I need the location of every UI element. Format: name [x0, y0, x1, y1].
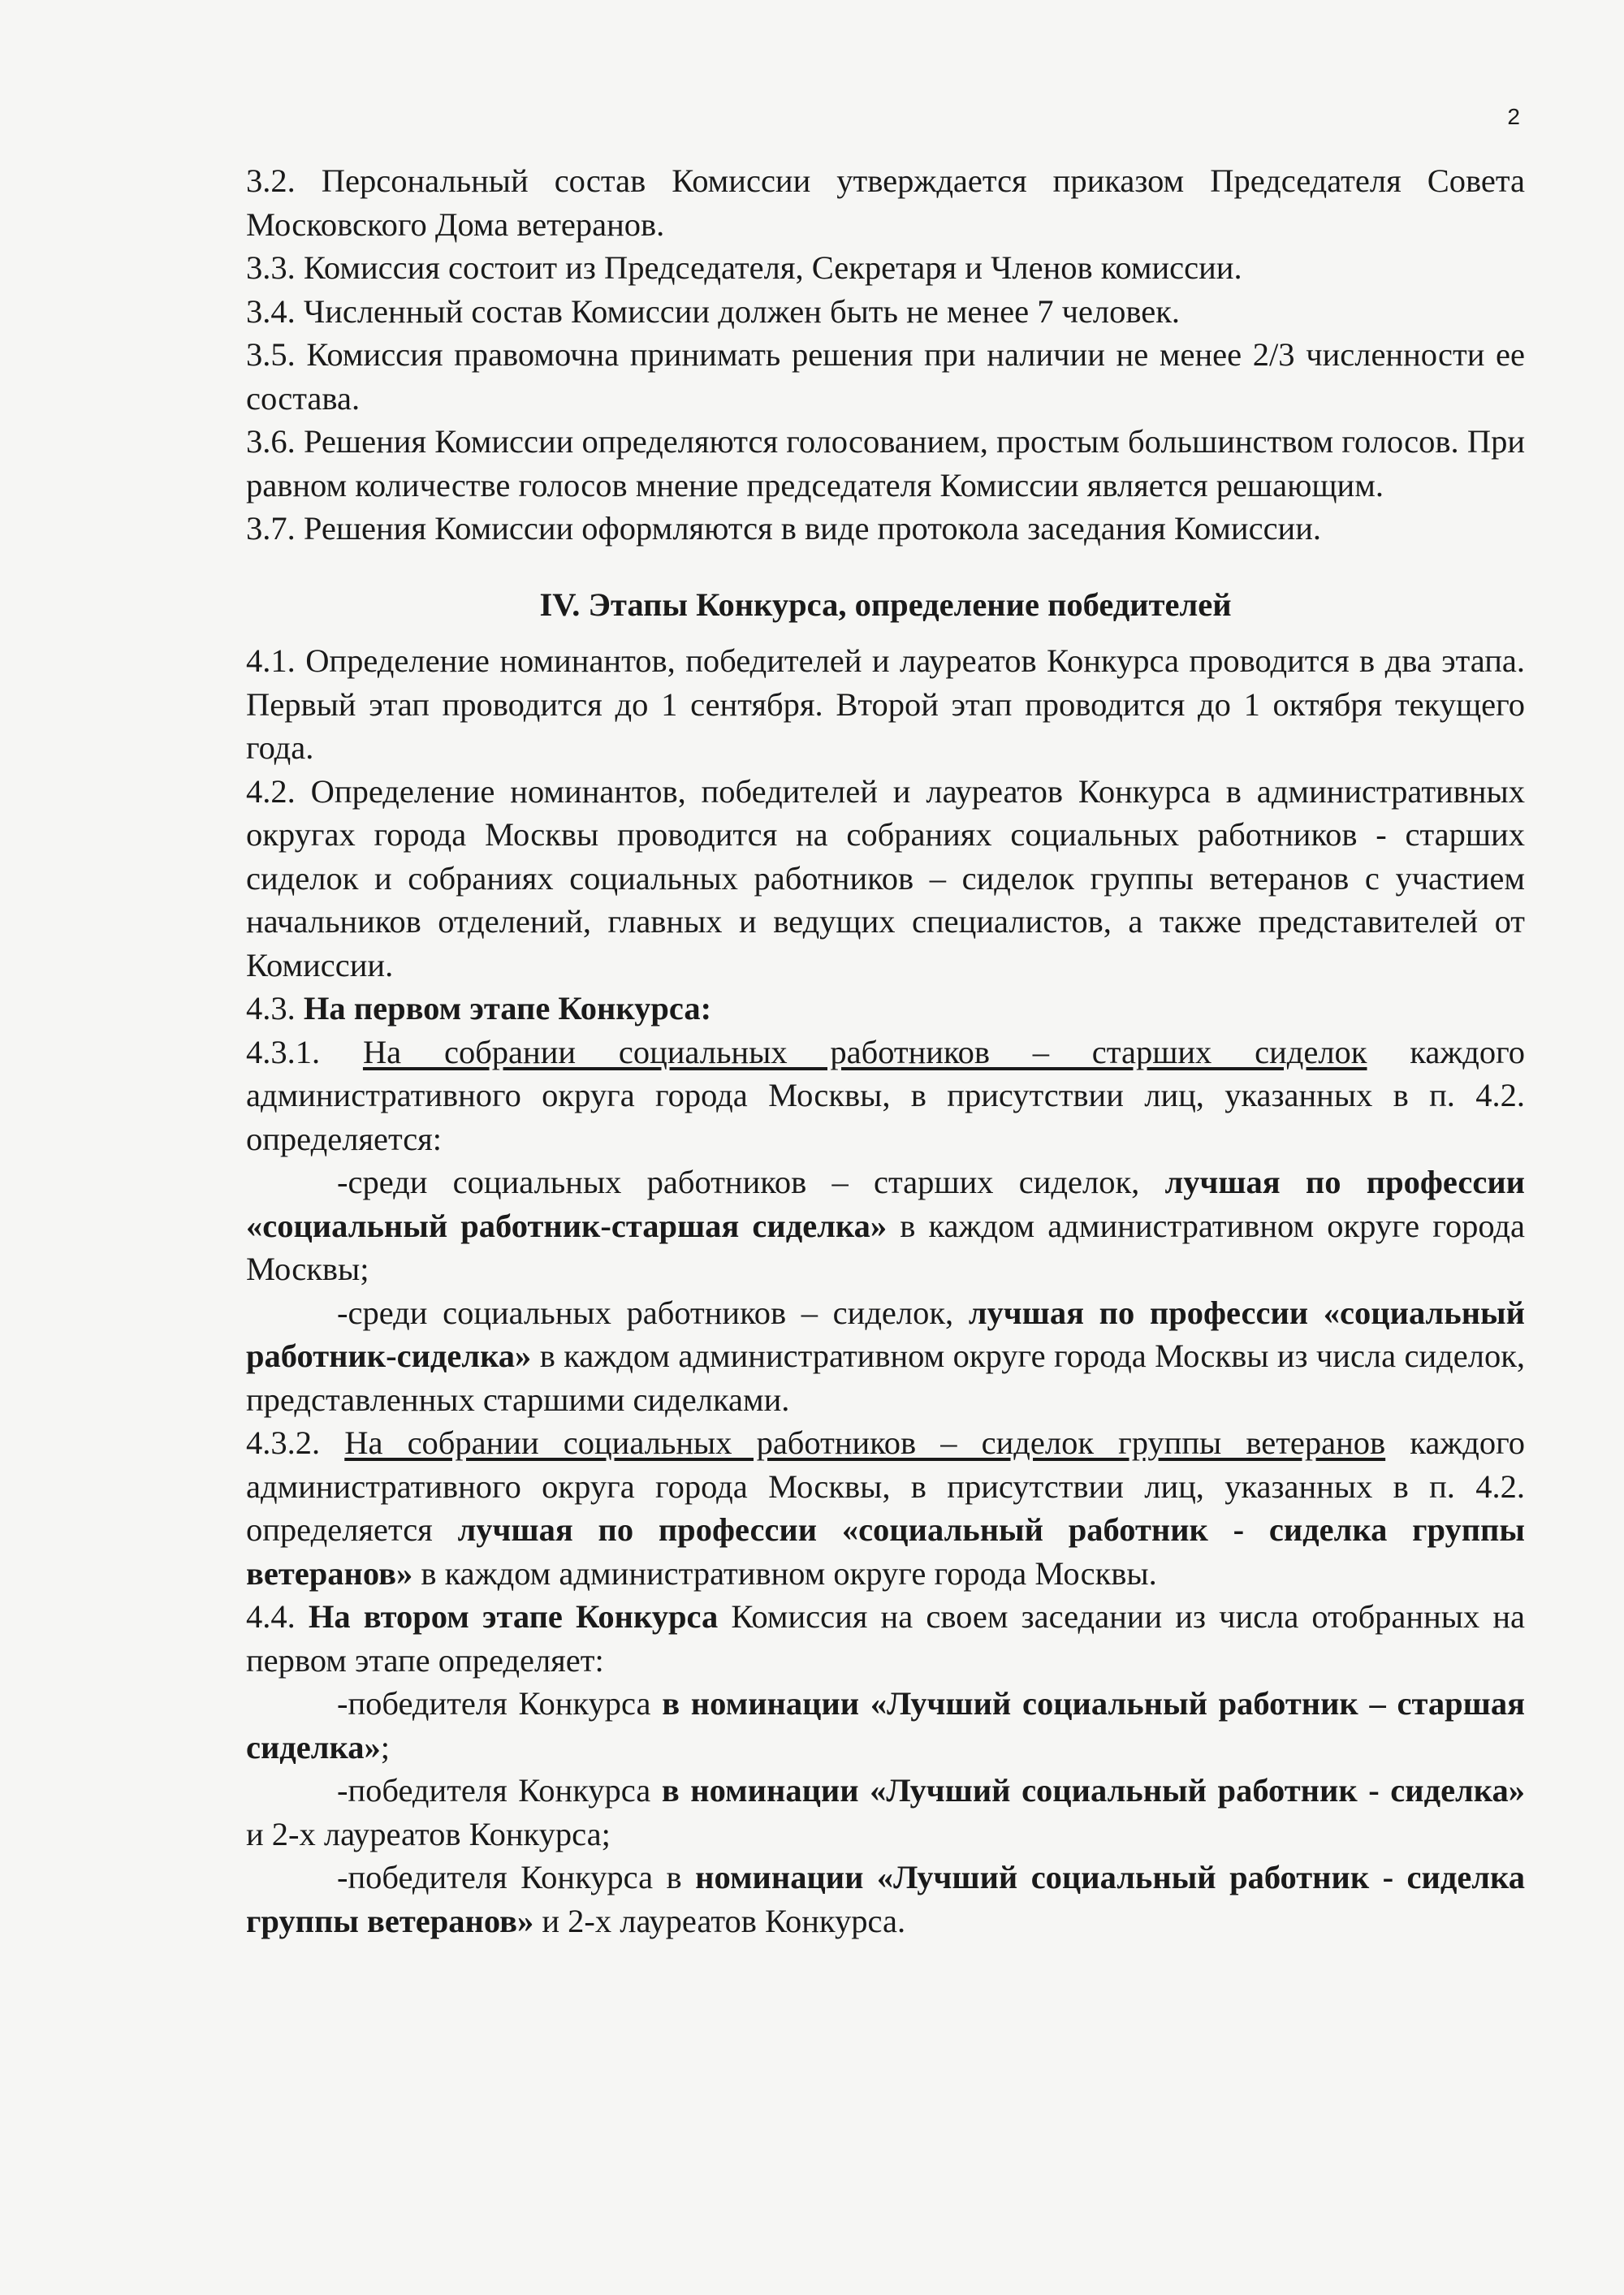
bullet-senior-nurse	[246, 1160, 1525, 1291]
clause-4-3-2-text: каждого административного округа города Москвы, в присутствии лиц, указанных в п. 4.2. определяется	[246, 1424, 1525, 1548]
bullet-nurse	[246, 1291, 1525, 1422]
clause-4-3-1-number: 4.3.1.	[246, 1033, 363, 1070]
clause-4-3-2-bold: лучшая по профессии «социальный работник - сиделка группы ветеранов»	[246, 1511, 1526, 1592]
clause-4-4-text: Комиссия на своем заседании из числа отобранных на первом этапе определяет:	[246, 1598, 1525, 1679]
bullet-senior-nurse-post: в каждом административном округе города Москвы;	[246, 1207, 1525, 1287]
document-body	[246, 159, 1525, 1943]
clause-3-3: 3.3. Комиссия состоит из Председателя, Секретаря и Членов комиссии.	[246, 249, 1242, 286]
winner-senior-nurse-pre: -победителя Конкурса	[337, 1685, 663, 1722]
clause-4-4-number: 4.4.	[246, 1598, 309, 1635]
winner-nurse-post: и 2-х лауреатов Конкурса;	[246, 1815, 611, 1852]
clause-4-1: 4.1. Определение номинантов, победителей и лауреатов Конкурса проводится в два этапа. Первый этап проводится до 1 сентября. Второй этап проводится до 1 октября текущего года.	[246, 642, 1525, 766]
bullet-nurse-post: в каждом административном округе города Москвы из числа сиделок, представленных старшими сиделками.	[246, 1338, 1525, 1418]
bullet-nurse-bold: лучшая по профессии «социальный работник-сиделка»	[246, 1294, 1525, 1374]
bullet-senior-nurse-pre: -среди социальных работников – старших сиделок,	[337, 1164, 1165, 1200]
winner-nurse-pre: -победителя Конкурса	[337, 1772, 662, 1809]
bullet-senior-nurse-bold: лучшая по профессии «социальный работник-старшая сиделка»	[246, 1164, 1525, 1244]
clause-4-3	[246, 987, 1525, 1031]
winner-veterans-nurse-post: и 2-х лауреатов Конкурса.	[533, 1902, 906, 1939]
winner-veterans-nurse-pre: -победителя Конкурса в	[337, 1859, 696, 1895]
clause-3-2: 3.2. Персональный состав Комиссии утверждается приказом Председателя Совета Московского Дома ветеранов.	[246, 162, 1525, 243]
winner-nurse-bold: в номинации «Лучший социальный работник - сиделка»	[661, 1772, 1525, 1809]
clause-3-6: 3.6. Решения Комиссии определяются голосованием, простым большинством голосов. При равном количестве голосов мнение председателя Комиссии является решающим.	[246, 423, 1525, 504]
clause-4-3-2-underlined: На собрании социальных работников – сиделок группы ветеранов	[344, 1424, 1386, 1461]
winner-nurse	[246, 1769, 1525, 1856]
clause-4-3-2	[246, 1421, 1525, 1595]
clause-3-7: 3.7. Решения Комиссии оформляются в виде протокола заседания Комиссии.	[246, 510, 1322, 547]
clause-4-3-1-underlined: На собрании социальных работников – старших сиделок	[362, 1033, 1367, 1070]
clause-4-2: 4.2. Определение номинантов, победителей и лауреатов Конкурса в административных округах города Москвы проводится на собраниях социальных работников - старших сиделок и собраниях социальных работников – сиделок группы ветеранов с участием начальников отделений, главных и ведущих специалистов, а также представителей от Комиссии.	[246, 772, 1525, 983]
section-4-heading: IV. Этапы Конкурса, определение победителей	[539, 586, 1232, 623]
clause-4-3-2-post: в каждом административном округе города Москвы.	[412, 1554, 1157, 1592]
clause-4-3-title: На первом этапе Конкурса:	[295, 990, 712, 1026]
clause-4-4-bold: На втором этапе Конкурса	[308, 1598, 719, 1635]
winner-veterans-nurse-bold: номинации «Лучший социальный работник - сиделка группы ветеранов»	[246, 1859, 1525, 1939]
clause-4-3-2-number: 4.3.2.	[246, 1424, 345, 1461]
winner-senior-nurse	[246, 1682, 1525, 1769]
winner-veterans-nurse	[246, 1856, 1525, 1943]
clause-4-4	[246, 1595, 1525, 1682]
clause-4-3-1-text: каждого административного округа города Москвы, в присутствии лиц, указанных в п. 4.2. определяется:	[246, 1033, 1526, 1157]
winner-senior-nurse-bold: в номинации «Лучший социальный работник – старшая сиделка»	[246, 1685, 1525, 1766]
page-number: 2	[1507, 104, 1520, 129]
clause-3-5: 3.5. Комиссия правомочна принимать решения при наличии не менее 2/3 численности ее состава.	[246, 336, 1525, 417]
winner-senior-nurse-post: ;	[380, 1728, 390, 1766]
clause-4-3-1	[246, 1031, 1525, 1161]
clause-4-3-number: 4.3.	[246, 990, 296, 1026]
clause-3-4: 3.4. Численный состав Комиссии должен быть не менее 7 человек.	[246, 292, 1181, 330]
bullet-nurse-pre: -среди социальных работников – сиделок,	[337, 1294, 969, 1331]
